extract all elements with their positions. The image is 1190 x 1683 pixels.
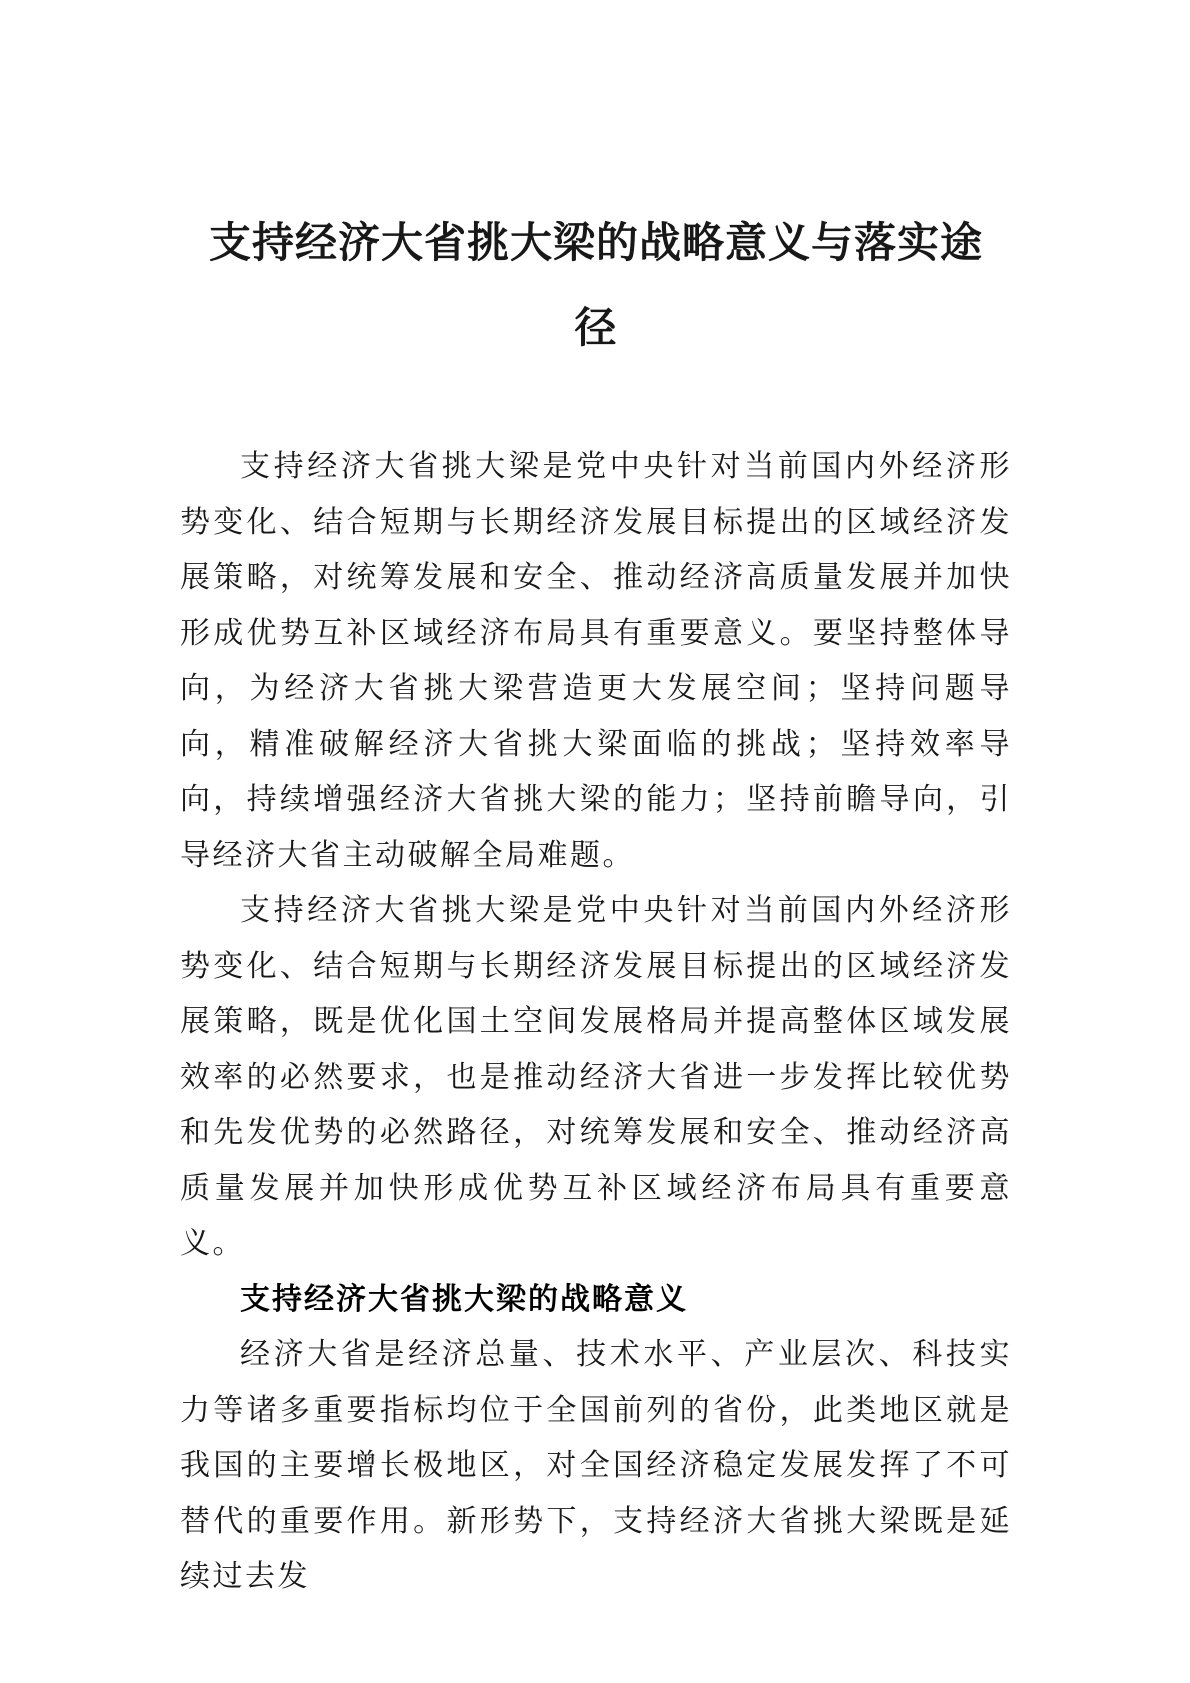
paragraph: 支持经济大省挑大梁是党中央针对当前国内外经济形势变化、结合短期与长期经济发展目标提出的区域经济发展策略，对统筹发展和安全、推动经济高质量发展并加快形成优势互补区域经济布局具有重要意义。要坚持整体导向，为经济大省挑大梁营造更大发展空间；坚持问题导向，精准破解经济大省挑大梁面临的挑战；坚持效率导向，持续增强经济大省挑大梁的能力；坚持前瞻导向，引导经济大省主动破解全局难题。 <box>180 450 1012 872</box>
section-heading: 支持经济大省挑大梁的战略意义 <box>240 1282 688 1316</box>
document-title: 支持经济大省挑大梁的战略意义与落实途径 <box>208 221 983 352</box>
document-body <box>180 439 1012 1605</box>
paragraph: 经济大省是经济总量、技术水平、产业层次、科技实力等诸多重要指标均位于全国前列的省份，此类地区就是我国的主要增长极地区，对全国经济稳定发展发挥了不可替代的重要作用。新形势下，支持经济大省挑大梁既是延续过去发 <box>180 1338 1012 1593</box>
paragraph: 支持经济大省挑大梁是党中央针对当前国内外经济形势变化、结合短期与长期经济发展目标提出的区域经济发展策略，既是优化国土空间发展格局并提高整体区域发展效率的必然要求，也是推动经济大省进一步发挥比较优势和先发优势的必然路径，对统筹发展和安全、推动经济高质量发展并加快形成优势互补区域经济布局具有重要意义。 <box>180 894 1012 1260</box>
